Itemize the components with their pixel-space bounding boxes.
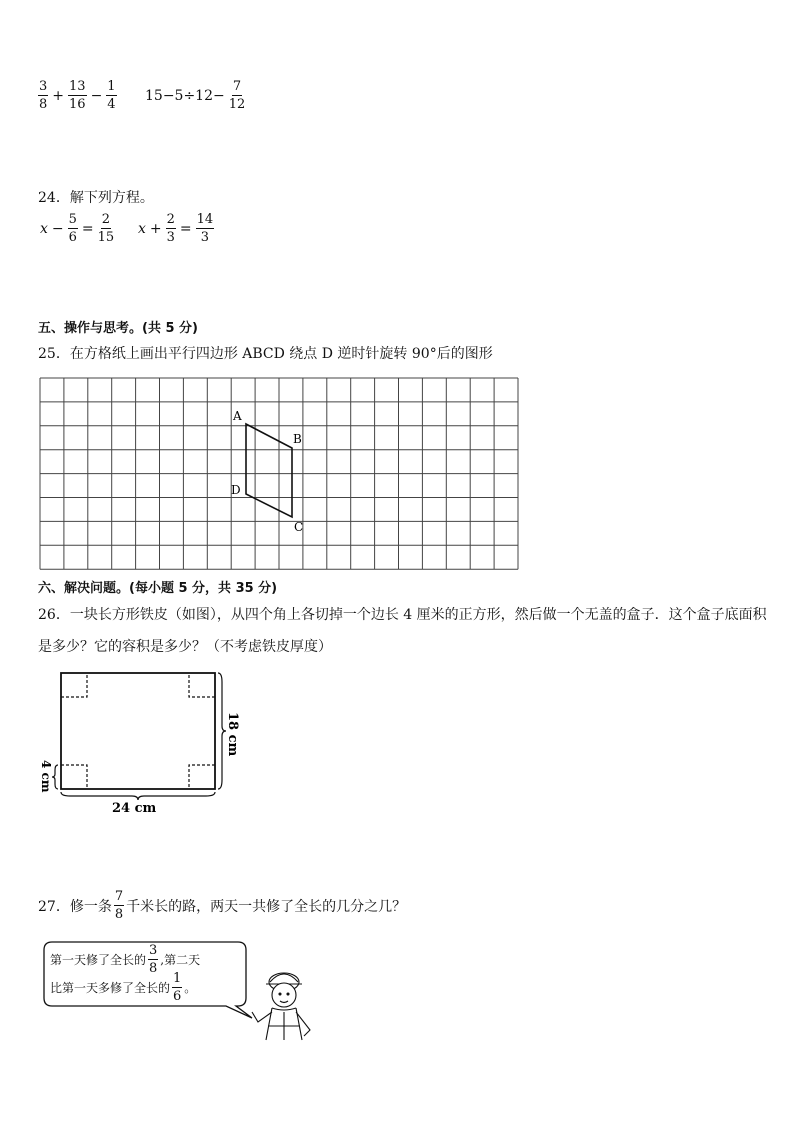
bubble-text: 第一天修了全长的 (50, 953, 147, 967)
section-5-heading: 五、操作与思考。(共 5 分) (38, 321, 198, 336)
expression-text: 15−5÷12− (145, 87, 225, 104)
variable: x (138, 220, 146, 237)
height-brace (218, 673, 226, 789)
q26-text-line-1: 26．一块长方形铁皮（如图），从四个角上各切掉一个边长 4 厘米的正方形，然后做一个无盖的盒子．这个盒子底面积 (38, 607, 767, 623)
operator: + (52, 87, 65, 104)
corner-label: 4 cm (39, 760, 53, 793)
parallelogram-abcd (246, 424, 292, 517)
point-label-c: C (294, 520, 304, 534)
corner-squares (61, 673, 215, 789)
fraction: $\frac{2}{3}$ (166, 212, 175, 245)
q27-text (38, 890, 406, 921)
point-label-d: D (231, 483, 241, 497)
bubble-line-2 (50, 972, 196, 1003)
q27-prefix: 27．修一条 (38, 898, 112, 915)
variable: x (40, 220, 48, 237)
q27-suffix: 千米长的路，两天一共修了全长的几分之几？ (126, 898, 407, 915)
height-label: 18 cm (225, 712, 240, 757)
fraction: $\frac{13}{16}$ (69, 79, 86, 112)
equals-sign: = (179, 220, 192, 237)
operator: − (90, 87, 103, 104)
point-label-b: B (293, 432, 302, 446)
fraction: $\frac{2}{15}$ (97, 212, 115, 245)
bubble-text: 比第一天多修了全长的 (50, 981, 171, 995)
fraction: $\frac{3}{8}$ (39, 79, 48, 112)
fraction: $\frac{14}{3}$ (196, 212, 214, 245)
iron-sheet-rect (61, 673, 215, 789)
bubble-text: 。 (184, 981, 197, 995)
section-6-heading: 六、解决问题。(每小题 5 分，共 35 分) (38, 581, 278, 596)
worker-figure (252, 973, 310, 1040)
fraction: $\frac{1}{4}$ (107, 79, 116, 112)
q24-title: 24．解下列方程。 (38, 190, 154, 206)
bubble-text: ,第二天 (160, 953, 201, 967)
fraction: $\frac{3}{8}$ (149, 943, 158, 976)
point-label-a: A (233, 409, 242, 423)
equals-sign: = (81, 220, 94, 237)
fraction: $\frac{7}{12}$ (228, 79, 246, 112)
q26-text-line-2: 是多少？它的容积是多少？（不考虑铁皮厚度） (38, 639, 332, 655)
width-brace (61, 792, 215, 800)
q25-text: 25．在方格纸上画出平行四边形 ABCD 绕点 D 逆时针旋转 90°后的图形 (38, 346, 493, 362)
width-label: 24 cm (112, 801, 157, 816)
operator: + (149, 220, 162, 237)
fraction: $\frac{1}{6}$ (173, 971, 182, 1004)
fraction: $\frac{7}{8}$ (114, 889, 124, 922)
fraction: $\frac{5}{6}$ (68, 212, 77, 245)
operator: − (51, 220, 64, 237)
